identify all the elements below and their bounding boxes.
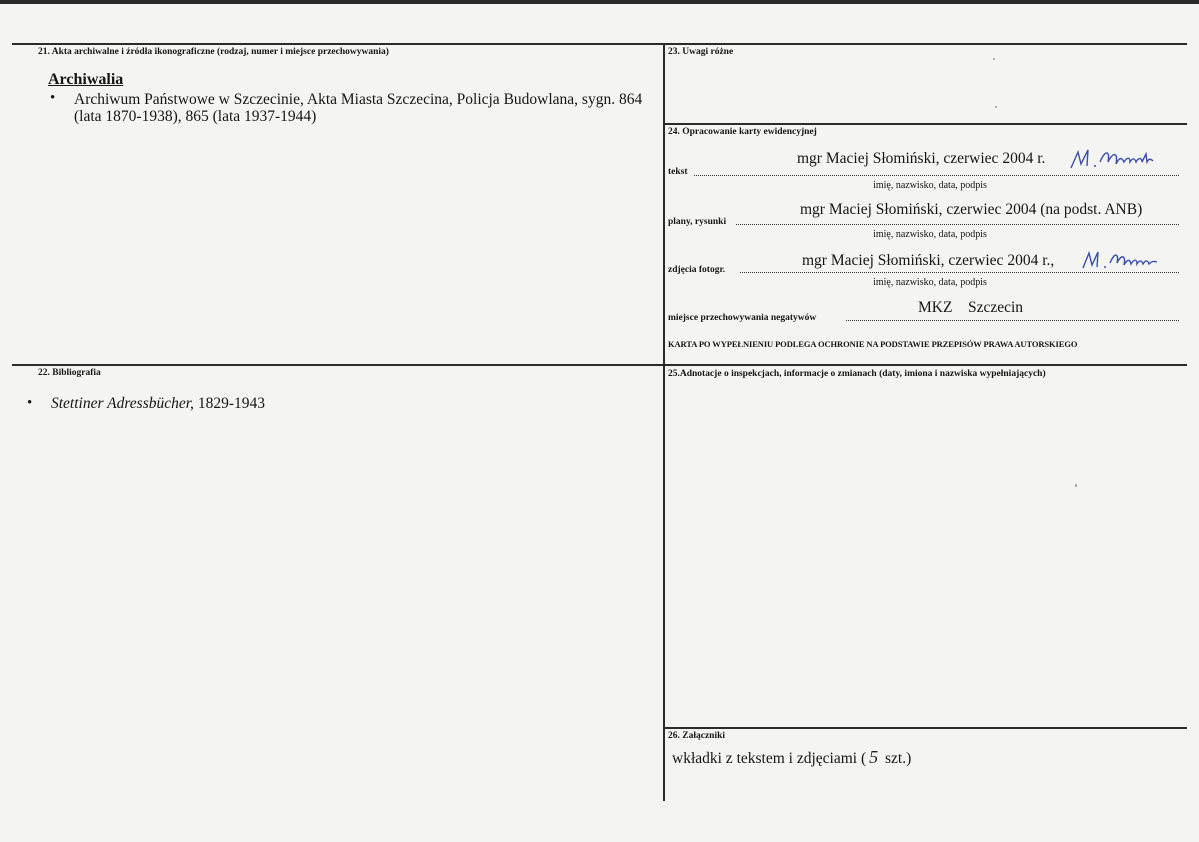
tekst-label: tekst <box>668 167 688 177</box>
rule-middle <box>12 364 1187 366</box>
zdjecia-dotted-line <box>740 272 1179 273</box>
tekst-value: mgr Maciej Słomiński, czerwiec 2004 r. <box>797 150 1046 167</box>
attachments-count: 5 <box>869 747 879 767</box>
bullet: • <box>27 395 33 411</box>
signature-icon <box>1080 248 1180 272</box>
negatywy-value: MKZ Szczecin <box>918 299 1024 316</box>
bibliography-years: 1829-1943 <box>193 395 265 412</box>
plany-dotted-line <box>736 224 1179 225</box>
plany-value: mgr Maciej Słomiński, czerwiec 2004 (na podst. ANB) <box>800 201 1143 218</box>
scan-speck <box>995 106 997 108</box>
archive-item-line2: (lata 1870-1938), 865 (lata 1937-1944) <box>74 108 317 125</box>
zdjecia-caption: imię, nazwisko, data, podpis <box>873 277 987 288</box>
section-23-header: 23. Uwagi różne <box>668 47 734 57</box>
negatywy-dotted-line <box>846 320 1179 321</box>
archive-item-line1: Archiwum Państwowe w Szczecinie, Akta Miasta Szczecina, Policja Budowlana, sygn. 864 <box>74 91 643 108</box>
section-25-header: 25.Adnotacje o inspekcjach, informacje o zmianach (daty, imiona i nazwiska wypełniających) <box>668 369 1046 379</box>
scan-speck <box>993 58 995 60</box>
bibliography-item <box>51 395 265 413</box>
bullet: • <box>50 90 56 106</box>
section-24-header: 24. Opracowanie karty ewidencyjnej <box>668 127 817 137</box>
column-divider <box>663 43 665 801</box>
copyright-notice: KARTA PO WYPEŁNIENIU PODLEGA OCHRONIE NA PODSTAWIE PRZEPISÓW PRAWA AUTORSKIEGO <box>668 339 1078 349</box>
zdjecia-label: zdjęcia fotogr. <box>668 265 726 275</box>
bibliography-title: Stettiner Adressbücher, <box>51 395 194 412</box>
scan-edge <box>0 0 1199 4</box>
attachments-text <box>672 747 911 768</box>
rule-23-24 <box>664 123 1187 125</box>
zdjecia-value: mgr Maciej Słomiński, czerwiec 2004 r., <box>802 252 1055 269</box>
rule-25-26 <box>664 727 1187 729</box>
section-21-header: 21. Akta archiwalne i źródła ikonograficzne (rodzaj, numer i miejsce przechowywania) <box>38 47 389 57</box>
signature-icon <box>1068 146 1178 172</box>
section-22-header: 22. Bibliografia <box>38 368 101 378</box>
plany-caption: imię, nazwisko, data, podpis <box>873 229 987 240</box>
section-26-header: 26. Załączniki <box>668 731 726 741</box>
attachments-after: szt.) <box>881 750 912 767</box>
attachments-before: wkładki z tekstem i zdjęciami ( <box>672 750 867 767</box>
plany-label: plany, rysunki <box>668 217 727 227</box>
scan-speck <box>1075 484 1077 487</box>
tekst-dotted-line <box>694 175 1179 176</box>
tekst-caption: imię, nazwisko, data, podpis <box>873 180 987 191</box>
section-21-subtitle: Archiwalia <box>48 71 124 88</box>
negatywy-label: miejsce przechowywania negatywów <box>668 313 817 323</box>
rule-top <box>12 43 1187 45</box>
